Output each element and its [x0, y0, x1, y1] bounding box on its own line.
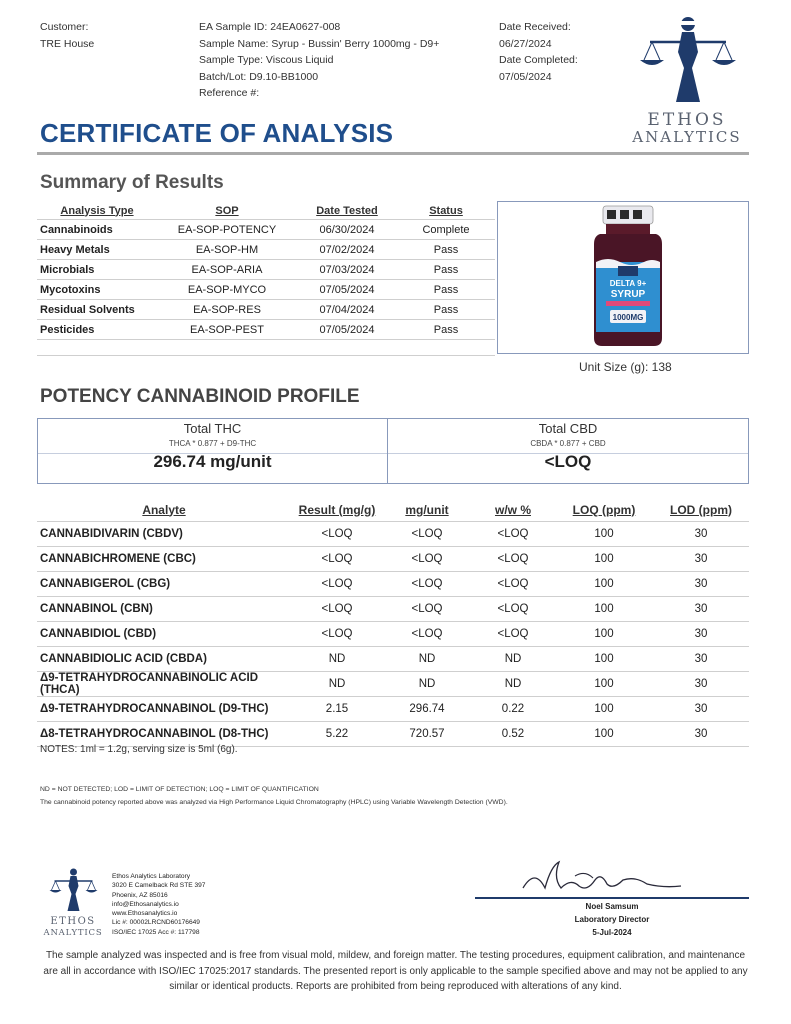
justice-scale-icon — [622, 12, 752, 112]
signer-title: Laboratory Director — [574, 915, 650, 924]
cell: <LOQ — [471, 572, 555, 597]
cell: 07/04/2024 — [297, 300, 397, 320]
cell: <LOQ — [471, 547, 555, 572]
cell: <LOQ — [471, 522, 555, 547]
lab-name: Ethos Analytics Laboratory — [112, 873, 191, 880]
cell: EA-SOP-MYCO — [157, 280, 297, 300]
lab-street: 3020 E Camelback Rd STE 397 — [112, 882, 206, 890]
cell: ND — [291, 672, 383, 697]
cell: Cannabinoids — [37, 220, 157, 240]
footer-logo-ethos: ETHOS — [50, 916, 96, 927]
ethos-logo — [622, 12, 752, 147]
table-row — [37, 300, 495, 320]
cell: <LOQ — [383, 597, 471, 622]
dates-block — [499, 19, 578, 85]
cell: 07/05/2024 — [297, 320, 397, 340]
product-bottle-image — [498, 202, 748, 353]
footer-logo — [36, 866, 110, 942]
col-analysis-type: Analysis Type — [60, 204, 134, 217]
cell: <LOQ — [291, 547, 383, 572]
cell: Pesticides — [37, 320, 157, 340]
table-row — [37, 220, 495, 240]
table-row — [37, 572, 749, 597]
summary-title: Summary of Results — [40, 172, 224, 193]
cell: CANNABIDIOL (CBD) — [37, 622, 291, 647]
signature-date: 5-Jul-2024 — [592, 928, 632, 937]
cell: <LOQ — [471, 622, 555, 647]
cell: 30 — [653, 547, 749, 572]
col-mg-unit: mg/unit — [405, 502, 449, 517]
cell: CANNABINOL (CBN) — [37, 597, 291, 622]
definitions-note: ND = NOT DETECTED; LOD = LIMIT OF DETECTION; LOQ = LIMIT OF QUANTIFICATION — [40, 786, 319, 793]
cell: 100 — [555, 697, 653, 722]
total-thc-label: Total THC — [183, 421, 242, 436]
logo-text-analytics: ANALYTICS — [632, 128, 742, 146]
cell: Pass — [397, 300, 495, 320]
sample-name: Sample Name: Syrup - Bussin' Berry 1000mg - D9+ — [199, 37, 440, 50]
cell: 07/05/2024 — [297, 280, 397, 300]
col-result: Result (mg/g) — [298, 502, 376, 517]
cell: 30 — [653, 622, 749, 647]
total-cbd-panel — [388, 419, 748, 483]
cell: 2.15 — [291, 697, 383, 722]
col-status: Status — [429, 204, 463, 217]
customer-name: TRE House — [40, 37, 95, 50]
cell: 30 — [653, 572, 749, 597]
cell: 100 — [555, 647, 653, 672]
cell: 06/30/2024 — [297, 220, 397, 240]
sample-id: EA Sample ID: 24EA0627-008 — [199, 21, 341, 33]
cell: <LOQ — [291, 597, 383, 622]
cell: Pass — [397, 260, 495, 280]
total-thc-panel — [38, 419, 387, 483]
signature-line — [475, 897, 749, 899]
unit-size: Unit Size (g): 138 — [579, 360, 672, 374]
col-lod: LOD (ppm) — [670, 502, 732, 517]
cell: <LOQ — [291, 622, 383, 647]
cell: <LOQ — [383, 547, 471, 572]
cell: 100 — [555, 522, 653, 547]
cell: 720.57 — [383, 722, 471, 747]
table-row — [37, 320, 495, 340]
table-row — [37, 240, 495, 260]
cell: EA-SOP-RES — [157, 300, 297, 320]
cell: <LOQ — [291, 572, 383, 597]
cell: Δ9-TETRAHYDROCANNABINOLIC ACID (THCA) — [37, 672, 291, 697]
cell: 30 — [653, 597, 749, 622]
method-note: The cannabinoid potency reported above was analyzed via High Performance Liquid Chromatography (HPLC) using Variable Wavelength Detection (VWD). — [40, 799, 508, 806]
cell: <LOQ — [383, 572, 471, 597]
totals-box — [37, 418, 749, 484]
signature-image — [515, 858, 685, 898]
cell: 100 — [555, 622, 653, 647]
date-completed: 07/05/2024 — [499, 70, 552, 83]
cell: Mycotoxins — [37, 280, 157, 300]
cell: 100 — [555, 672, 653, 697]
signer-name: Noel Samsum — [585, 902, 639, 911]
table-row — [37, 722, 749, 747]
lab-email: info@Ethosanalytics.io — [112, 900, 179, 908]
col-sop: SOP — [215, 204, 239, 217]
cell: 296.74 — [383, 697, 471, 722]
customer-label: Customer: — [40, 21, 89, 33]
table-row — [37, 697, 749, 722]
cell: 100 — [555, 722, 653, 747]
cell: EA-SOP-PEST — [157, 320, 297, 340]
cell: Heavy Metals — [37, 240, 157, 260]
cell: ND — [383, 672, 471, 697]
disclaimer: The sample analyzed was inspected and is free from visual mold, mildew, and foreign matter. The testing procedures, equipment calibration, and maintenance are all in accordance with ISO/IEC 17025:2017 standards. The presented report is only applicable to the sample specified above and may not be applied to any similar or identical products. Reports are prohibited from being reproduced with alterations of any kind. — [43, 950, 748, 992]
lab-iso: ISO/IEC 17025 Acc #: 117798 — [112, 928, 200, 936]
total-thc-formula: THCA * 0.877 + D9-THC — [168, 439, 257, 448]
cell: 07/02/2024 — [297, 240, 397, 260]
cell: <LOQ — [383, 622, 471, 647]
cell: 100 — [555, 597, 653, 622]
date-completed-label: Date Completed: — [499, 54, 578, 66]
table-row — [37, 547, 749, 572]
potency-title: POTENCY CANNABINOID PROFILE — [40, 386, 360, 407]
potency-table — [37, 498, 749, 747]
cell: 30 — [653, 722, 749, 747]
date-received: 06/27/2024 — [499, 37, 552, 50]
table-row — [37, 522, 749, 547]
cell: Pass — [397, 280, 495, 300]
cell: CANNABIDIOLIC ACID (CBDA) — [37, 647, 291, 672]
logo-text-ethos: ETHOS — [647, 110, 727, 130]
total-cbd-value: <LOQ — [544, 452, 592, 471]
footer-logo-analytics: ANALYTICS — [43, 928, 103, 938]
col-loq: LOQ (ppm) — [572, 502, 636, 517]
page-title: CERTIFICATE OF ANALYSIS — [40, 118, 394, 148]
cell: 30 — [653, 522, 749, 547]
summary-table — [37, 202, 495, 356]
cell: 30 — [653, 647, 749, 672]
lab-license: Lic #: 00002LRCND60176649 — [112, 919, 200, 927]
label-text-syrup: SYRUP — [610, 289, 646, 300]
sample-block — [199, 19, 439, 102]
col-analyte: Analyte — [142, 502, 186, 517]
total-cbd-formula: CBDA * 0.877 + CBD — [530, 439, 606, 448]
cell: ND — [291, 647, 383, 672]
cell: ND — [471, 647, 555, 672]
table-row — [37, 647, 749, 672]
lab-address — [112, 872, 205, 937]
table-row-blank — [37, 340, 495, 356]
cell: EA-SOP-HM — [157, 240, 297, 260]
cell: Pass — [397, 320, 495, 340]
table-row — [37, 260, 495, 280]
cell: ND — [383, 647, 471, 672]
cell: <LOQ — [383, 522, 471, 547]
cell: EA-SOP-ARIA — [157, 260, 297, 280]
cell: 0.22 — [471, 697, 555, 722]
customer-block — [40, 19, 94, 52]
cell: CANNABIDIVARIN (CBDV) — [37, 522, 291, 547]
cell: 0.52 — [471, 722, 555, 747]
potency-header-row — [37, 498, 749, 522]
cell: ND — [471, 672, 555, 697]
table-row — [37, 597, 749, 622]
cell: CANNABICHROMENE (CBC) — [37, 547, 291, 572]
cell: EA-SOP-POTENCY — [157, 220, 297, 240]
notes: NOTES: 1ml = 1.2g, serving size is 5ml (6g). — [40, 744, 238, 755]
cell: Pass — [397, 240, 495, 260]
date-received-label: Date Received: — [499, 21, 571, 33]
summary-header-row — [37, 202, 495, 220]
table-row — [37, 280, 495, 300]
product-photo-frame — [497, 201, 749, 354]
cell: <LOQ — [291, 522, 383, 547]
cell: 07/03/2024 — [297, 260, 397, 280]
cell: Microbials — [37, 260, 157, 280]
col-date-tested: Date Tested — [316, 204, 378, 217]
lab-city: Phoenix, AZ 85016 — [112, 891, 168, 899]
title-divider — [37, 152, 749, 155]
cell: 5.22 — [291, 722, 383, 747]
reference-number: Reference #: — [199, 87, 260, 99]
cell: Δ8-TETRAHYDROCANNABINOL (D8-THC) — [37, 722, 291, 747]
total-thc-value: 296.74 mg/unit — [153, 452, 272, 471]
table-row — [37, 672, 749, 697]
cell: 30 — [653, 697, 749, 722]
cell: Complete — [397, 220, 495, 240]
cell: 100 — [555, 572, 653, 597]
col-ww-percent: w/w % — [494, 502, 531, 517]
cell: Δ9-TETRAHYDROCANNABINOL (D9-THC) — [37, 697, 291, 722]
cell: Residual Solvents — [37, 300, 157, 320]
cell: CANNABIGEROL (CBG) — [37, 572, 291, 597]
cell: 100 — [555, 547, 653, 572]
sample-type: Sample Type: Viscous Liquid — [199, 54, 334, 66]
table-row — [37, 622, 749, 647]
label-text-delta: DELTA 9+ — [609, 279, 647, 288]
cell: 30 — [653, 672, 749, 697]
cell: <LOQ — [471, 597, 555, 622]
lab-website: www.Ethosanalytics.io — [112, 910, 178, 918]
label-text-1000mg: 1000MG — [612, 313, 644, 322]
justice-scale-small-icon — [36, 866, 110, 916]
batch-lot: Batch/Lot: D9.10-BB1000 — [199, 70, 319, 83]
total-cbd-label: Total CBD — [538, 421, 598, 436]
